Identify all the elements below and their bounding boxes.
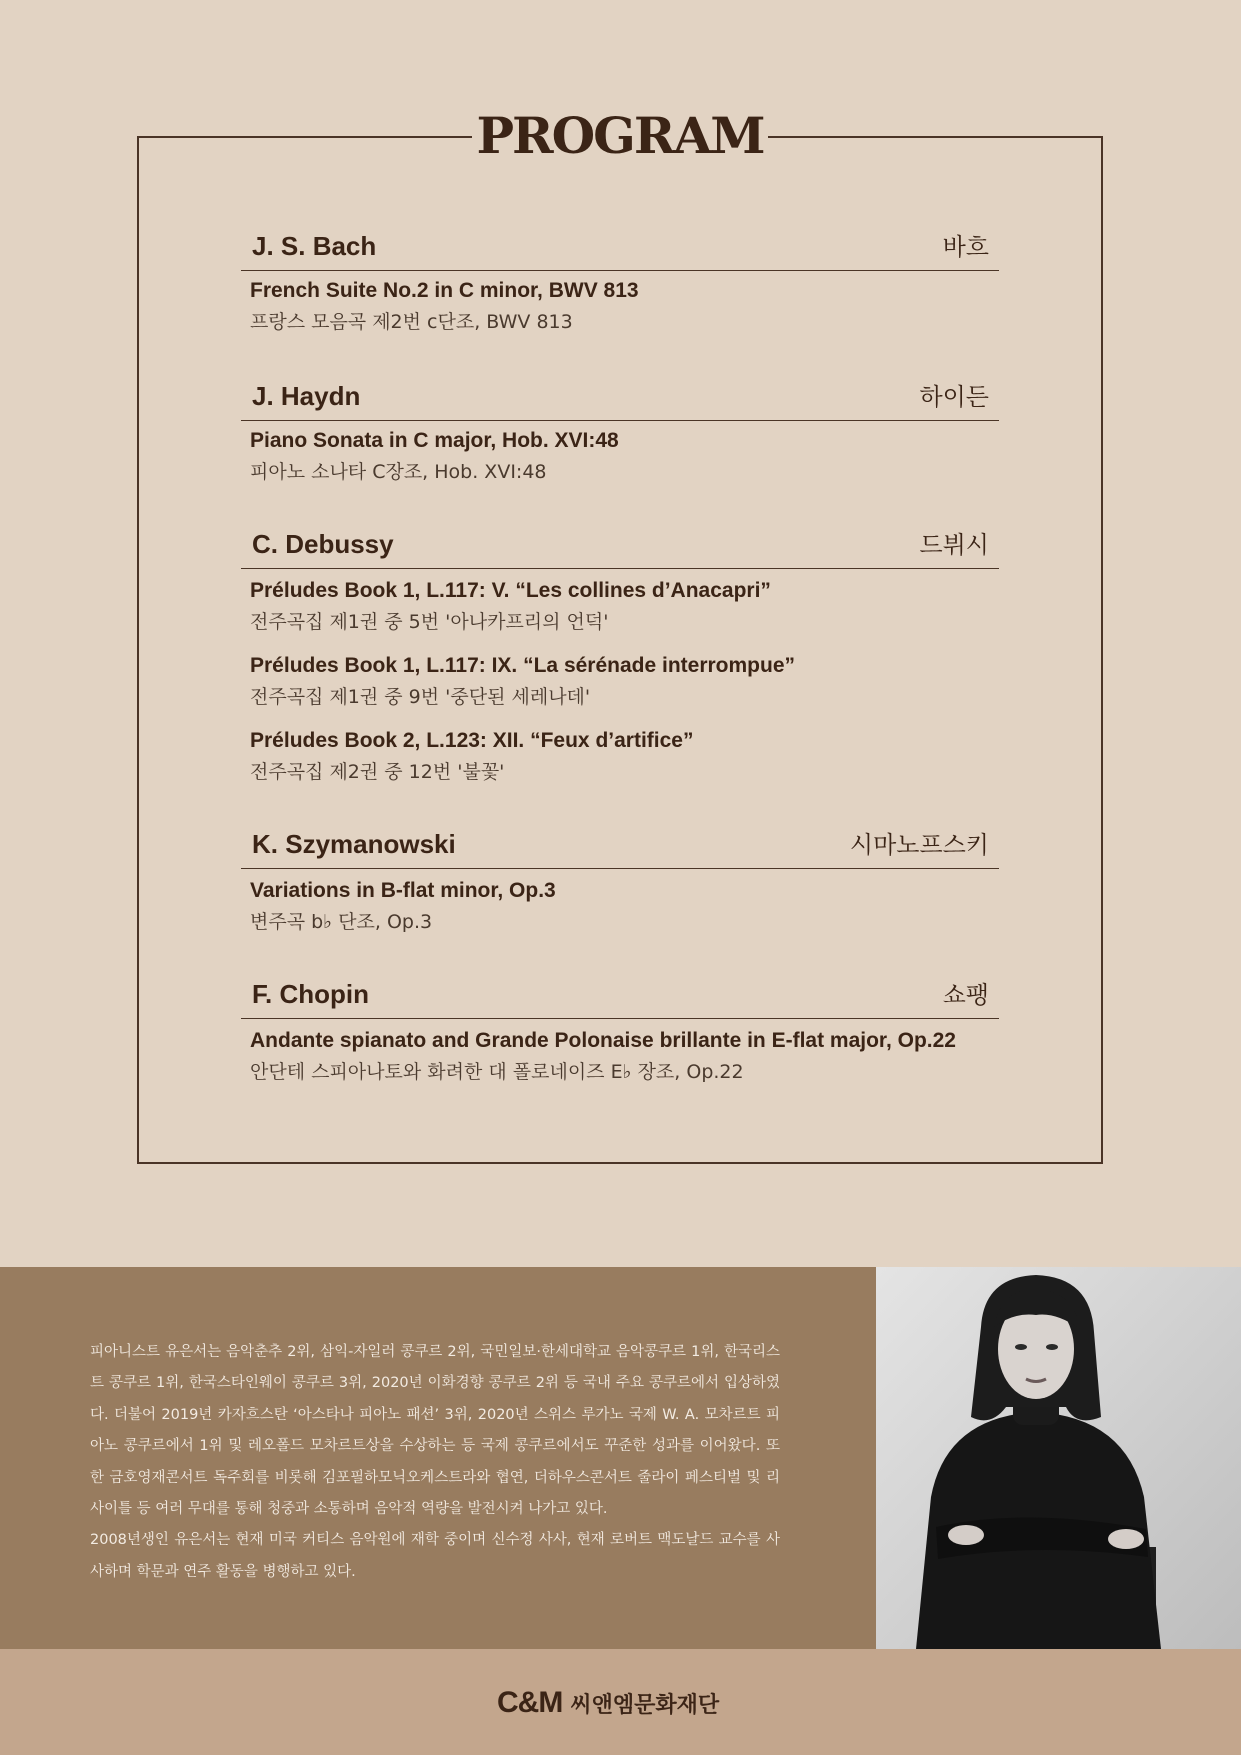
composer-name-korean: 바흐: [942, 233, 989, 261]
work-item: [250, 426, 1010, 488]
pianist-portrait: [876, 1267, 1241, 1649]
work-item: [250, 276, 1010, 338]
foundation-name: 씨앤엠문화재단: [570, 1692, 720, 1718]
composer-name: K. Szymanowski: [252, 829, 456, 859]
work-title-korean: 안단테 스피아나토와 화려한 대 폴로네이즈 E♭ 장조, Op.22: [250, 1061, 744, 1083]
work-item: [250, 1026, 1010, 1088]
work-title-korean: 전주곡집 제1권 중 9번 '중단된 세레나데': [250, 686, 591, 708]
work-title-korean: 전주곡집 제1권 중 5번 '아나카프리의 언덕': [250, 611, 609, 633]
work-item: [250, 651, 1010, 713]
work-title-korean: 피아노 소나타 C장조, Hob. XVI:48: [250, 461, 547, 483]
composer-heading-szymanowski: [241, 818, 999, 869]
composer-heading-chopin: [241, 968, 999, 1019]
work-title: Variations in B-flat minor, Op.3: [250, 879, 556, 902]
work-title: Préludes Book 1, L.117: IX. “La sérénade interrompue”: [250, 654, 796, 677]
work-title: Préludes Book 2, L.123: XII. “Feux d’artifice”: [250, 729, 694, 752]
work-title: Piano Sonata in C major, Hob. XVI:48: [250, 429, 619, 452]
work-item: [250, 576, 1010, 638]
composer-name-korean: 시마노프스키: [849, 831, 989, 859]
cm-logo-mark: C&M: [497, 1686, 563, 1719]
biography-paragraph: 2008년생인 유은서는 현재 미국 커티스 음악원에 재학 중이며 신수정 사사, 현재 로버트 맥도날드 교수를 사사하며 학문과 연주 활동을 병행하고 있다.: [90, 1532, 780, 1580]
composer-name-korean: 쇼팽: [942, 981, 989, 1009]
composer-heading-bach: [241, 220, 999, 271]
composer-heading-haydn: [241, 370, 999, 421]
composer-name-korean: 드뷔시: [919, 531, 989, 559]
work-item: [250, 876, 1010, 938]
biography-paragraph: 피아니스트 유은서는 음악춘추 2위, 삼익-자일러 콩쿠르 2위, 국민일보·한세대학교 음악콩쿠르 1위, 한국리스트 콩쿠르 1위, 한국스타인웨이 콩쿠르 3위, 2020년 이화경향 콩쿠르 2위 등 국내 주요 콩쿠르에서 입상하였다. 더불어 2019년 카자흐스탄 ‘아스타나 피아노 패션’ 3위, 2020년 스위스 루가노 국제 W. A. 모차르트 피아노 콩쿠르에서 1위 및 레오폴드 모차르트상을 수상하는 등 국제 콩쿠르에서도 꾸준한 성과를 이어왔다. 또한 금호영재콘서트 독주회를 비롯해 김포필하모닉오케스트라와 협연, 더하우스콘서트 줄라이 페스티벌 및 리사이틀 등 여러 무대를 통해 청중과 소통하며 음악적 역량을 발전시켜 나가고 있다.: [90, 1344, 780, 1518]
composer-name: C. Debussy: [252, 529, 394, 559]
composer-name-korean: 하이든: [919, 383, 989, 411]
work-title-korean: 프랑스 모음곡 제2번 c단조, BWV 813: [250, 311, 573, 333]
composer-heading-debussy: [241, 518, 999, 569]
work-title: Andante spianato and Grande Polonaise brillante in E-flat major, Op.22: [250, 1029, 956, 1052]
work-title: French Suite No.2 in C minor, BWV 813: [250, 279, 639, 302]
program-title: PROGRAM: [472, 98, 768, 174]
work-title-korean: 전주곡집 제2권 중 12번 '불꽃': [250, 761, 505, 783]
biography-text: [90, 1337, 780, 1588]
composer-name: J. S. Bach: [252, 231, 377, 261]
composer-name: F. Chopin: [252, 979, 369, 1009]
work-title-korean: 변주곡 b♭ 단조, Op.3: [250, 911, 433, 933]
composer-name: J. Haydn: [252, 381, 361, 411]
foundation-logo: [497, 1683, 719, 1723]
work-title: Préludes Book 1, L.117: V. “Les collines d’Anacapri”: [250, 579, 771, 602]
work-item: [250, 726, 1010, 788]
